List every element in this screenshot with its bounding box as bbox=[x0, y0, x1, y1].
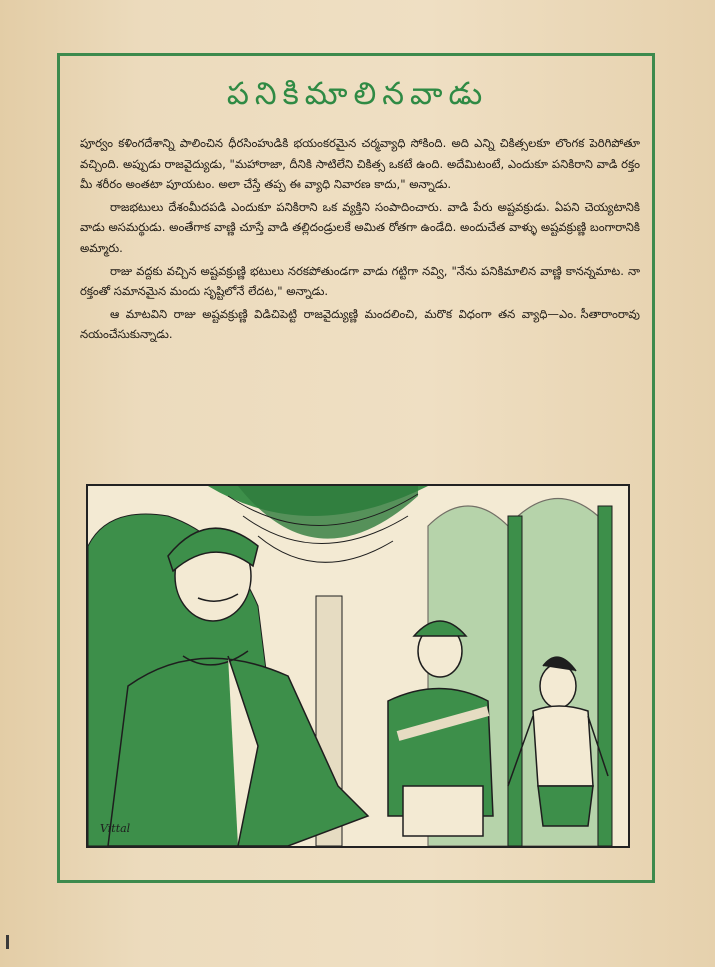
paragraph-3: రాజు వద్దకు వచ్చిన అష్టవక్రుణ్ణి భటులు నరకపోతుండగా వాడు గట్టిగా నవ్వి, "నేను పనికిమాలిన వాణ్ణి కానన్నమాట. నా రక్తంతో సమానమైన మందు సృష్టిలోనే లేదట," అన్నాడు. bbox=[80, 263, 640, 299]
paragraph-1: పూర్వం కళింగదేశాన్ని పాలించిన ధీరసింహుడికి భయంకరమైన చర్మవ్యాధి సోకింది. అది ఎన్ని చికిత్సలకూ లొంగక పెరిగిపోతూ వచ్చింది. అప్పుడు రాజవైద్యుడు, "మహారాజా, దీనికి సాటిలేని చికిత్స ఒకటే ఉంది. అదేమిటంటే, ఎందుకూ పనికిరాని వాడి రక్తం మీ శరీరం అంతటా పూయటం. అలా చేస్తే తప్ప ఈ వ్యాధి నివారణ కాదు," అన్నాడు. bbox=[80, 136, 640, 192]
illustration-drawing bbox=[88, 486, 628, 846]
story-text bbox=[80, 133, 640, 345]
scan-edge-mark bbox=[6, 935, 9, 949]
story-illustration bbox=[86, 484, 630, 848]
author-byline: —ఎం. సీతారాంరావు bbox=[547, 306, 640, 321]
artist-signature: Vittal bbox=[100, 822, 131, 835]
paragraph-2: రాజభటులు దేశంమీదపడి ఎందుకూ పనికిరాని ఒక వ్యక్తిని సంపాదించారు. వాడి పేరు అష్టవక్రుడు. ఏపని చెయ్యటానికి వాడు అసమర్థుడు. అంతేగాక వాణ్ణి చూస్తే వాడి తల్లిదండ్రులకే అమిత రోతగా ఉండేది. అందుచేత వాళ్ళు అష్టవక్రుణ్ణి బంగారానికి అమ్మారు. bbox=[80, 199, 640, 255]
paragraph-4: ఆ మాటవిని రాజు అష్టవక్రుణ్ణి విడిచిపెట్టి రాజవైద్యుణ్ణి మందలించి, మరొక విధంగా తన వ్యాధి నయంచేసుకున్నాడు. bbox=[80, 306, 548, 342]
final-paragraph-row bbox=[80, 304, 640, 345]
story-title: పనికిమాలినవాడు bbox=[226, 76, 489, 112]
